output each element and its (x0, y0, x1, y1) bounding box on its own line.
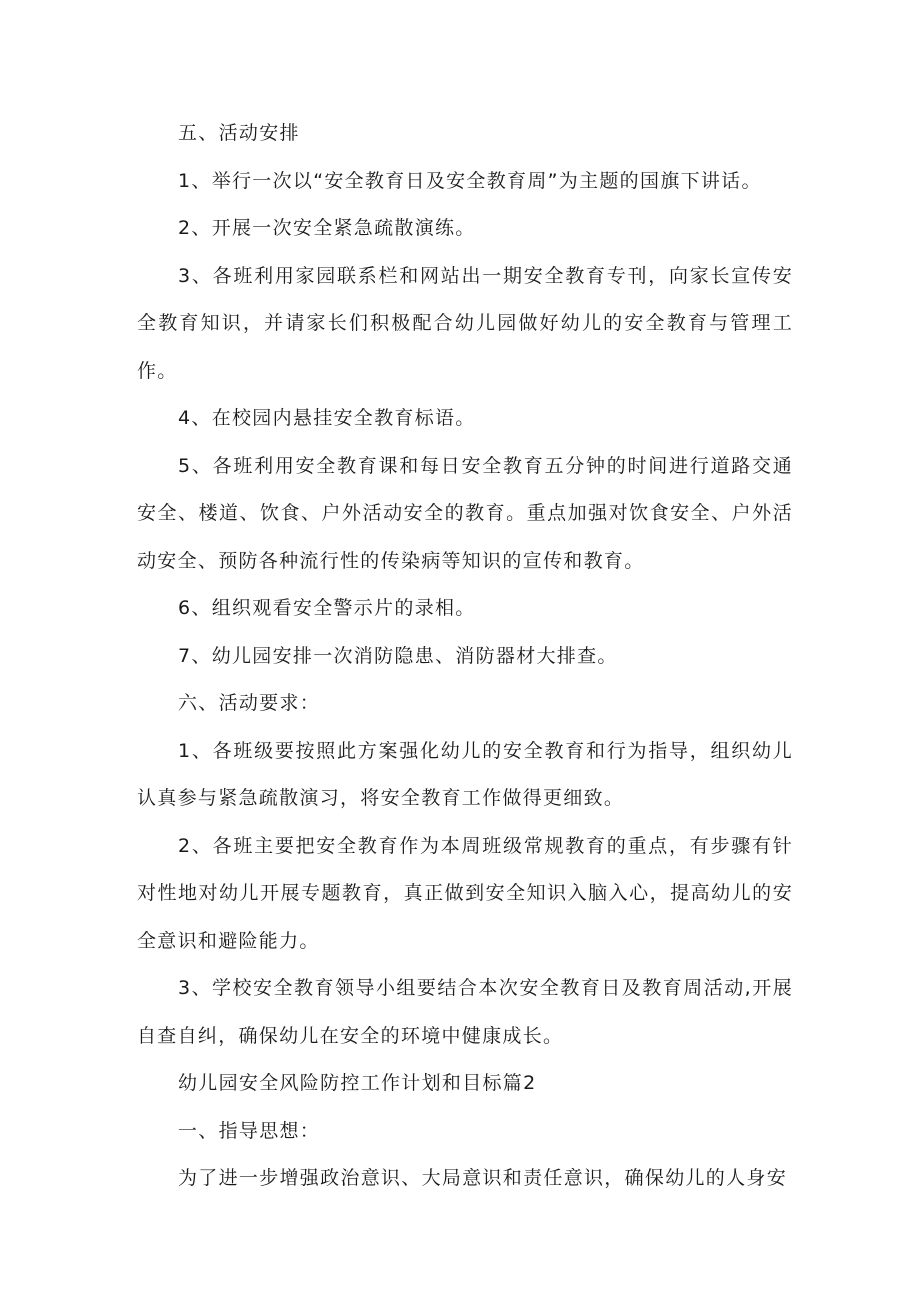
section-heading-guiding-ideology: 一、指导思想： (178, 1119, 321, 1142)
list-item: 6、组织观看安全警示片的录相。 (178, 597, 476, 619)
section-heading-activity-requirements: 六、活动要求： (178, 692, 321, 714)
list-item: 2、各班主要把安全教育作为本周班级常规教育的重点，有步骤有针对性地对幼儿开展专题教育，真正做到安全知识入脑入心，提高幼儿的安全意识和避险能力。 (137, 834, 793, 952)
body-paragraph: 为了进一步增强政治意识、大局意识和责任意识，确保幼儿的人身安 (178, 1167, 788, 1189)
list-item: 4、在校园内悬挂安全教育标语。 (178, 407, 476, 429)
document-body (137, 110, 793, 1203)
list-item: 3、各班利用家园联系栏和网站出一期安全教育专刊，向家长宣传安全教育知识，并请家长们积极配合幼儿园做好幼儿的安全教育与管理工作。 (137, 264, 793, 382)
list-item: 3、学校安全教育领导小组要结合本次安全教育日及教育周活动,开展自查自纠，确保幼儿在安全的环境中健康成长。 (137, 977, 793, 1047)
list-item: 1、举行一次以“安全教育日及安全教育周”为主题的国旗下讲话。 (178, 169, 762, 192)
list-item: 5、各班利用安全教育课和每日安全教育五分钟的时间进行道路交通安全、楼道、饮食、户外活动安全的教育。重点加强对饮食安全、户外活动安全、预防各种流行性的传染病等知识的宣传和教育。 (137, 454, 793, 572)
list-item: 2、开展一次安全紧急疏散演练。 (178, 217, 476, 239)
list-item: 1、各班级要按照此方案强化幼儿的安全教育和行为指导，组织幼儿认真参与紧急疏散演习，将安全教育工作做得更细致。 (137, 739, 793, 809)
list-item: 7、幼儿园安排一次消防隐患、消防器材大排查。 (178, 644, 618, 667)
article-title: 幼儿园安全风险防控工作计划和目标篇2 (178, 1072, 537, 1094)
section-heading-activity-arrangement: 五、活动安排 (178, 122, 300, 144)
